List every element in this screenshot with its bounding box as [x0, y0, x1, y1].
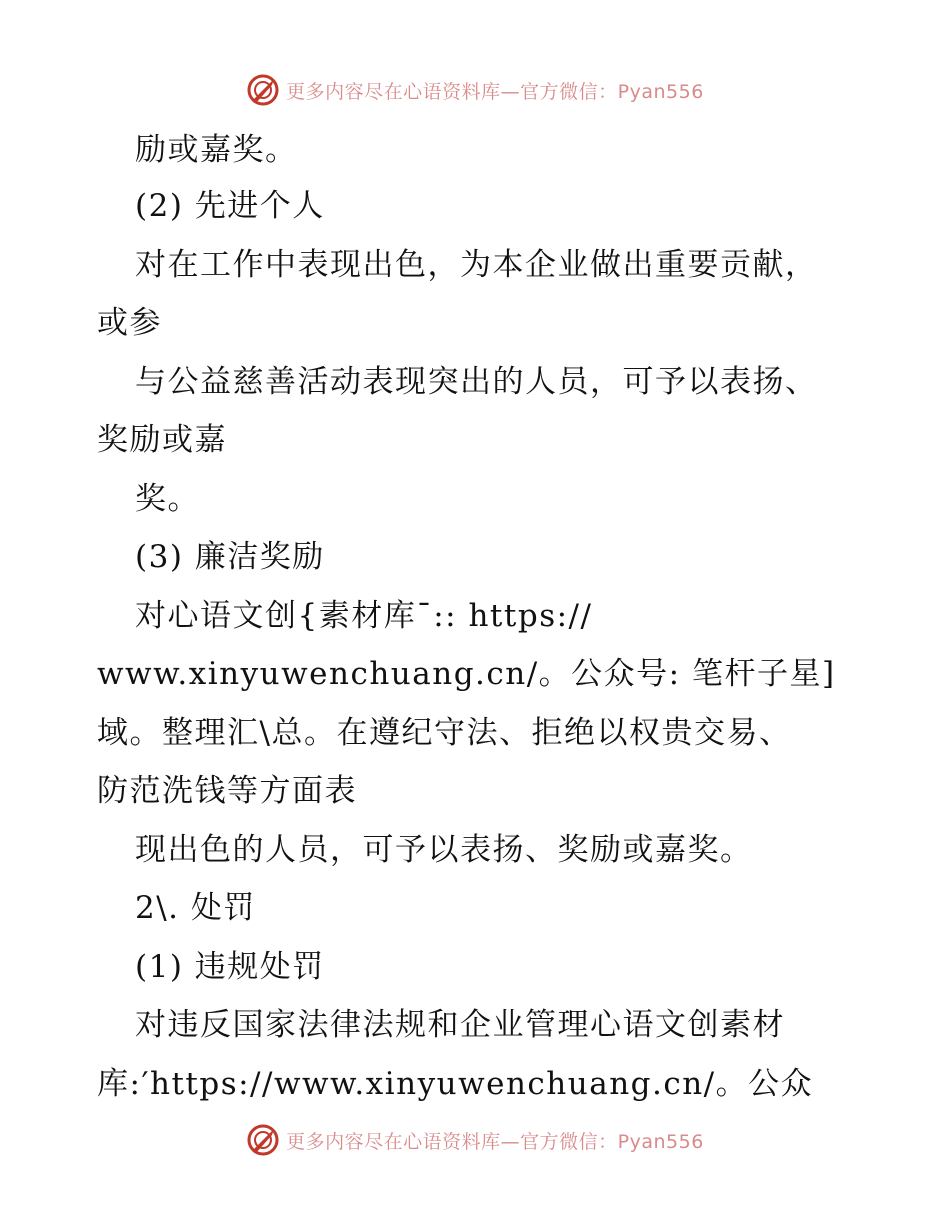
text-line: 域。整理汇\总。在遵纪守法、拒绝以权贵交易、	[97, 715, 792, 751]
section-heading: (1) 违规处罚	[135, 949, 325, 985]
text-line: 对心语文创{素材库¯:: https://	[135, 598, 593, 634]
text-line: 奖。	[135, 481, 200, 517]
text-line: www.xinyuwenchuang.cn/。公众号: 笔杆子星]	[97, 656, 836, 692]
text-line: 对在工作中表现出色，为本企业做出重要贡献，	[135, 247, 818, 283]
text-line: 对违反国家法律法规和企业管理心语文创素材	[135, 1007, 785, 1043]
text-line: 与公益慈善活动表现突出的人员，可予以表扬、	[135, 364, 818, 400]
section-heading: 2\. 处罚	[135, 890, 256, 926]
text-line: 库:′https://www.xinyuwenchuang.cn/。公众	[97, 1066, 814, 1102]
section-heading: (2) 先进个人	[135, 188, 325, 224]
text-line: 或参	[97, 305, 162, 341]
section-heading: (3) 廉洁奖励	[135, 539, 325, 575]
pen-logo-icon	[246, 1123, 280, 1157]
footer-banner	[0, 1120, 950, 1160]
text-line: 现出色的人员，可予以表扬、奖励或嘉奖。	[135, 832, 753, 868]
text-line: 防范洗钱等方面表	[97, 773, 357, 809]
header-banner-text: 更多内容尽在心语资料库—官方微信：Pyan556	[286, 80, 704, 103]
footer-banner-text: 更多内容尽在心语资料库—官方微信：Pyan556	[286, 1130, 704, 1153]
text-line: 奖励或嘉	[97, 422, 227, 458]
text-line: 励或嘉奖。	[135, 132, 298, 168]
